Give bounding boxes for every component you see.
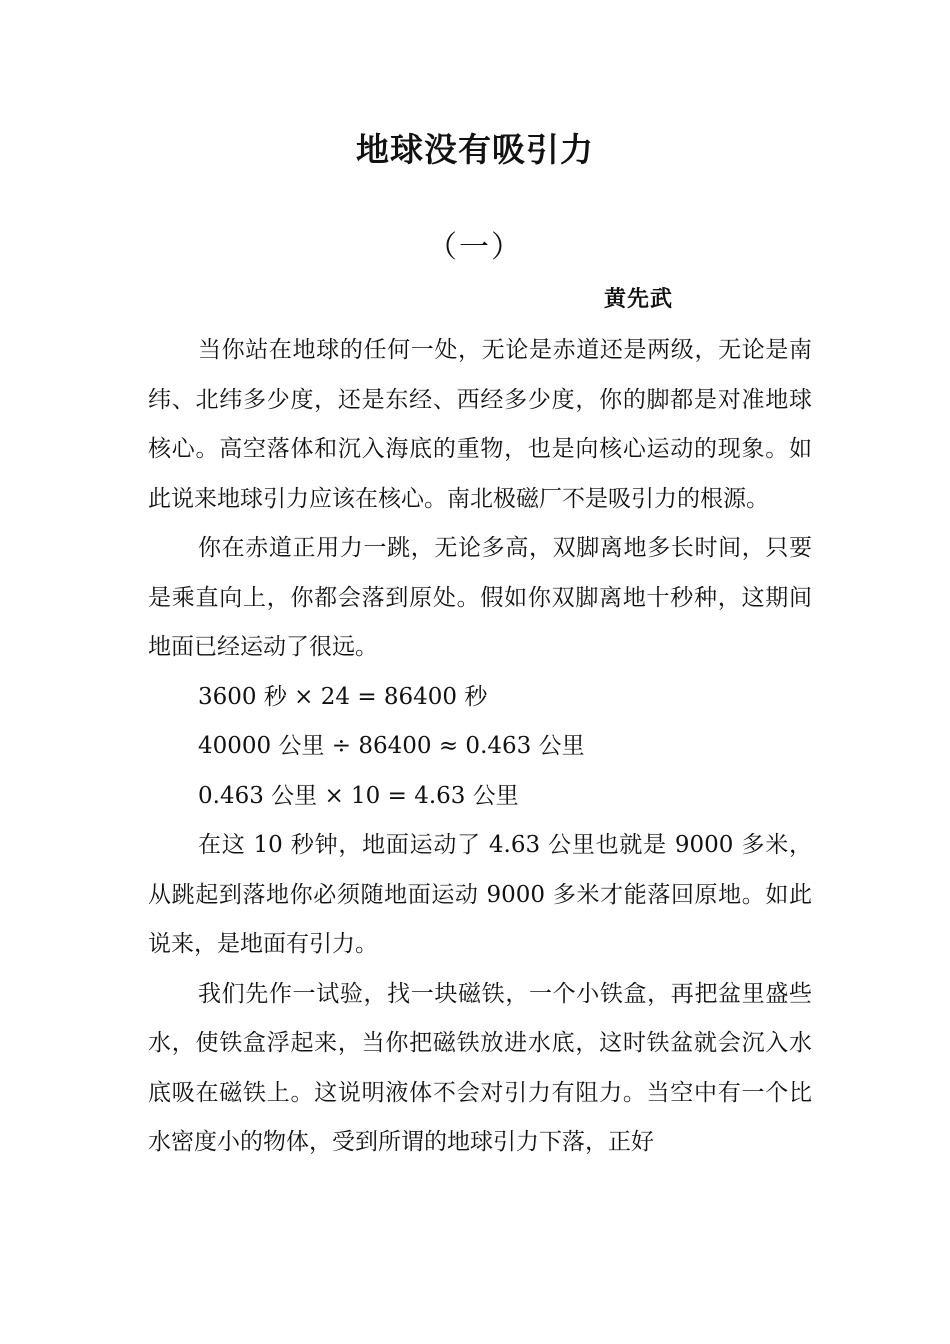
paragraph-ten-seconds: 在这 10 秒钟，地面运动了 4.63 公里也就是 9000 多米，从跳起到落地你必须随地面运动 9000 多米才能落回原地。如此说来，是地面有引力。	[148, 832, 812, 957]
document-body	[148, 326, 812, 1168]
formula-speed: 40000 公里 ÷ 86400 ≈ 0.463 公里	[198, 733, 585, 759]
paragraph-earth-core: 当你站在地球的任何一处，无论是赤道还是两级，无论是南纬、北纬多少度，还是东经、西经多少度，你的脚都是对准地球核心。高空落体和沉入海底的重物，也是向核心运动的现象。如此说来地球引力应该在核心。南北极磁厂不是吸引力的根源。	[148, 337, 812, 512]
formula-seconds-per-day: 3600 秒 × 24 = 86400 秒	[198, 683, 488, 710]
section-number: （一）	[427, 230, 523, 265]
author-name: 黄先武	[604, 287, 674, 312]
document-title: 地球没有吸引力	[356, 130, 594, 169]
paragraph-jump-equator: 你在赤道正用力一跳，无论多高，双脚离地多长时间，只要是乘直向上，你都会落到原处。假如你双脚离地十秒种，这期间地面已经运动了很远。	[148, 535, 812, 660]
formula-distance: 0.463 公里 × 10 = 4.63 公里	[198, 782, 519, 809]
paragraph-magnet-experiment: 我们先作一试验，找一块磁铁，一个小铁盒，再把盆里盛些水，使铁盒浮起来，当你把磁铁放进水底，这时铁盆就会沉入水底吸在磁铁上。这说明液体不会对引力有阻力。当空中有一个比水密度小的物体，受到所谓的地球引力下落，正好	[148, 980, 812, 1155]
